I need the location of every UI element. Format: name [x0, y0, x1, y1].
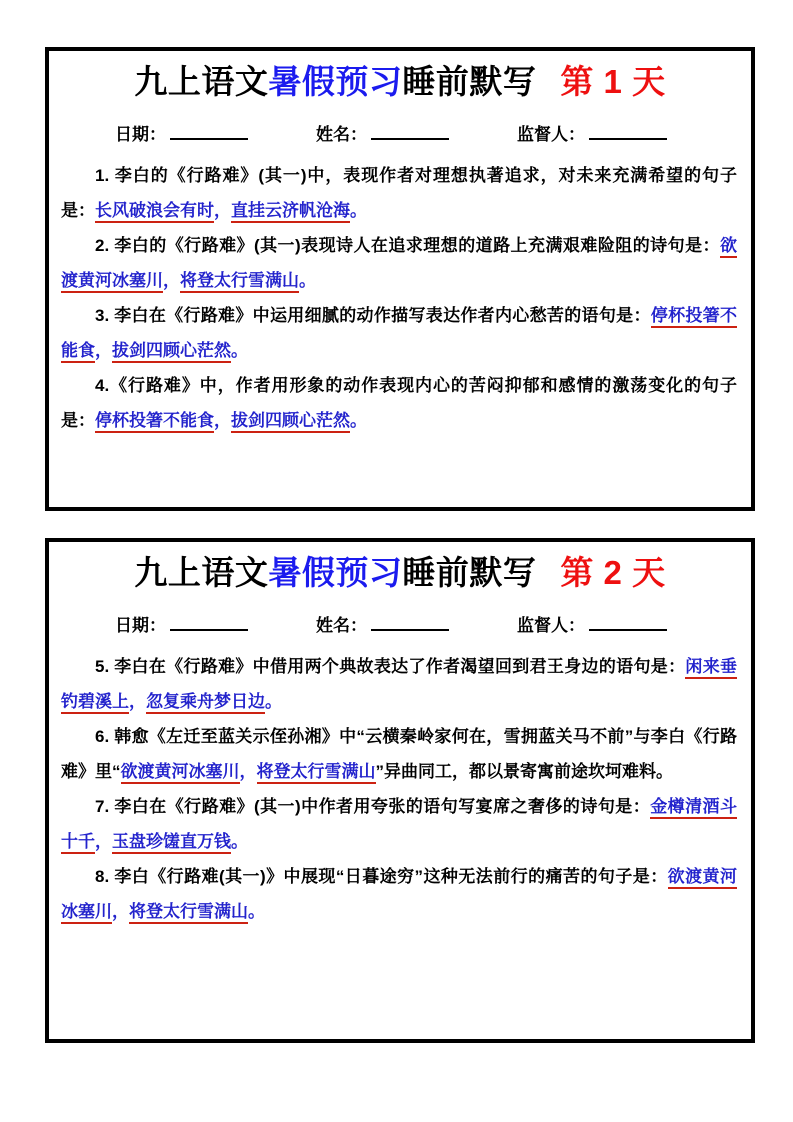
- answer-text: 金樽清酒斗十千: [61, 797, 737, 854]
- question-text: 6. 韩愈《左迁至蓝关示侄孙湘》中“云横秦岭家何在，雪拥蓝关马不前”与李白《行路难》里“: [61, 727, 737, 782]
- question-paragraph: [61, 719, 737, 789]
- title-course-text: 九上语文: [134, 554, 269, 591]
- answer-text: 停杯投箸不能食: [61, 306, 737, 363]
- date-field: [115, 124, 248, 146]
- name-field: [316, 124, 449, 146]
- date-blank-line: [170, 615, 248, 631]
- question-paragraph: [61, 228, 737, 298]
- supervisor-field-label: 监督人：: [517, 125, 585, 145]
- question-text: 5. 李白在《行路难》中借用两个典故表达了作者渴望回到君王身边的语句是：: [95, 657, 686, 677]
- questions-list-day2: [61, 649, 737, 929]
- question-text: 4.《行路难》中，作者用形象的动作表现内心的苦闷抑郁和感情的激荡变化的句子是：: [61, 376, 737, 431]
- question-text: ”异曲同工，都以景寄寓前途坎坷难料。: [375, 762, 673, 782]
- title-activity-text: 睡前默写: [402, 63, 537, 100]
- answer-punctuation: ，: [214, 411, 231, 431]
- name-field: [316, 615, 449, 637]
- worksheet-card-day2: [45, 538, 755, 1043]
- answer-text: 欲渡黄河冰塞川: [61, 236, 737, 293]
- supervisor-blank-line: [589, 124, 667, 140]
- answer-punctuation: 。: [248, 902, 265, 922]
- name-blank-line: [371, 615, 449, 631]
- answer-punctuation: ，: [95, 832, 112, 852]
- answer-punctuation: ，: [129, 692, 146, 712]
- supervisor-field-label: 监督人：: [517, 616, 585, 636]
- header-fields-row: [115, 615, 667, 637]
- answer-text: 忽复乘舟梦日边: [146, 692, 265, 714]
- supervisor-field: [517, 615, 667, 637]
- answer-text: 将登太行雪满山: [129, 902, 248, 924]
- name-blank-line: [371, 124, 449, 140]
- answer-punctuation: 。: [231, 341, 248, 361]
- answer-punctuation: ，: [239, 762, 257, 782]
- answer-text: 玉盘珍馐直万钱: [112, 832, 231, 854]
- answer-text: 直挂云济帆沧海: [231, 201, 350, 223]
- question-paragraph: [61, 789, 737, 859]
- worksheet-title: [61, 62, 739, 102]
- title-day-badge: 第 2 天: [560, 554, 666, 591]
- answer-punctuation: 。: [299, 271, 316, 291]
- answer-punctuation: 。: [231, 832, 248, 852]
- supervisor-field: [517, 124, 667, 146]
- answer-punctuation: 。: [265, 692, 282, 712]
- answer-text: 闲来垂钓碧溪上: [61, 657, 737, 714]
- answer-text: 将登太行雪满山: [180, 271, 299, 293]
- answer-text: 将登太行雪满山: [257, 762, 376, 784]
- name-field-label: 姓名：: [316, 125, 367, 145]
- title-highlight-text: 暑假预习: [268, 554, 403, 591]
- answer-text: 欲渡黄河冰塞川: [121, 762, 240, 784]
- answer-text: 拔剑四顾心茫然: [231, 411, 350, 433]
- date-blank-line: [170, 124, 248, 140]
- questions-list-day1: [61, 158, 737, 438]
- header-fields-row: [115, 124, 667, 146]
- question-text: 1. 李白的《行路难》(其一)中，表现作者对理想执著追求，对未来充满希望的句子是：: [61, 166, 737, 221]
- title-day-badge: 第 1 天: [560, 63, 666, 100]
- answer-punctuation: ，: [163, 271, 180, 291]
- question-text: 7. 李白在《行路难》(其一)中作者用夸张的语句写宴席之奢侈的诗句是：: [95, 797, 651, 817]
- answer-text: 停杯投箸不能食: [95, 411, 214, 433]
- date-field-label: 日期：: [115, 125, 166, 145]
- question-text: 3. 李白在《行路难》中运用细腻的动作描写表达作者内心愁苦的语句是：: [95, 306, 651, 326]
- question-text: 8. 李白《行路难(其一)》中展现“日暮途穷”这种无法前行的痛苦的句子是：: [95, 867, 668, 887]
- question-paragraph: [61, 649, 737, 719]
- question-paragraph: [61, 158, 737, 228]
- answer-text: 拔剑四顾心茫然: [112, 341, 231, 363]
- answer-punctuation: ，: [214, 201, 231, 221]
- question-paragraph: [61, 859, 737, 929]
- supervisor-blank-line: [589, 615, 667, 631]
- date-field-label: 日期：: [115, 616, 166, 636]
- date-field: [115, 615, 248, 637]
- name-field-label: 姓名：: [316, 616, 367, 636]
- title-activity-text: 睡前默写: [402, 554, 537, 591]
- answer-text: 长风破浪会有时: [95, 201, 214, 223]
- question-paragraph: [61, 368, 737, 438]
- title-highlight-text: 暑假预习: [268, 63, 403, 100]
- title-course-text: 九上语文: [134, 63, 269, 100]
- answer-punctuation: 。: [350, 201, 367, 221]
- question-paragraph: [61, 298, 737, 368]
- answer-punctuation: 。: [350, 411, 367, 431]
- question-text: 2. 李白的《行路难》(其一)表现诗人在追求理想的道路上充满艰难险阻的诗句是：: [95, 236, 720, 256]
- answer-text: 欲渡黄河冰塞川: [61, 867, 737, 924]
- answer-punctuation: ，: [95, 341, 112, 361]
- worksheet-card-day1: [45, 47, 755, 511]
- answer-punctuation: ，: [112, 902, 129, 922]
- worksheet-title: [61, 553, 739, 593]
